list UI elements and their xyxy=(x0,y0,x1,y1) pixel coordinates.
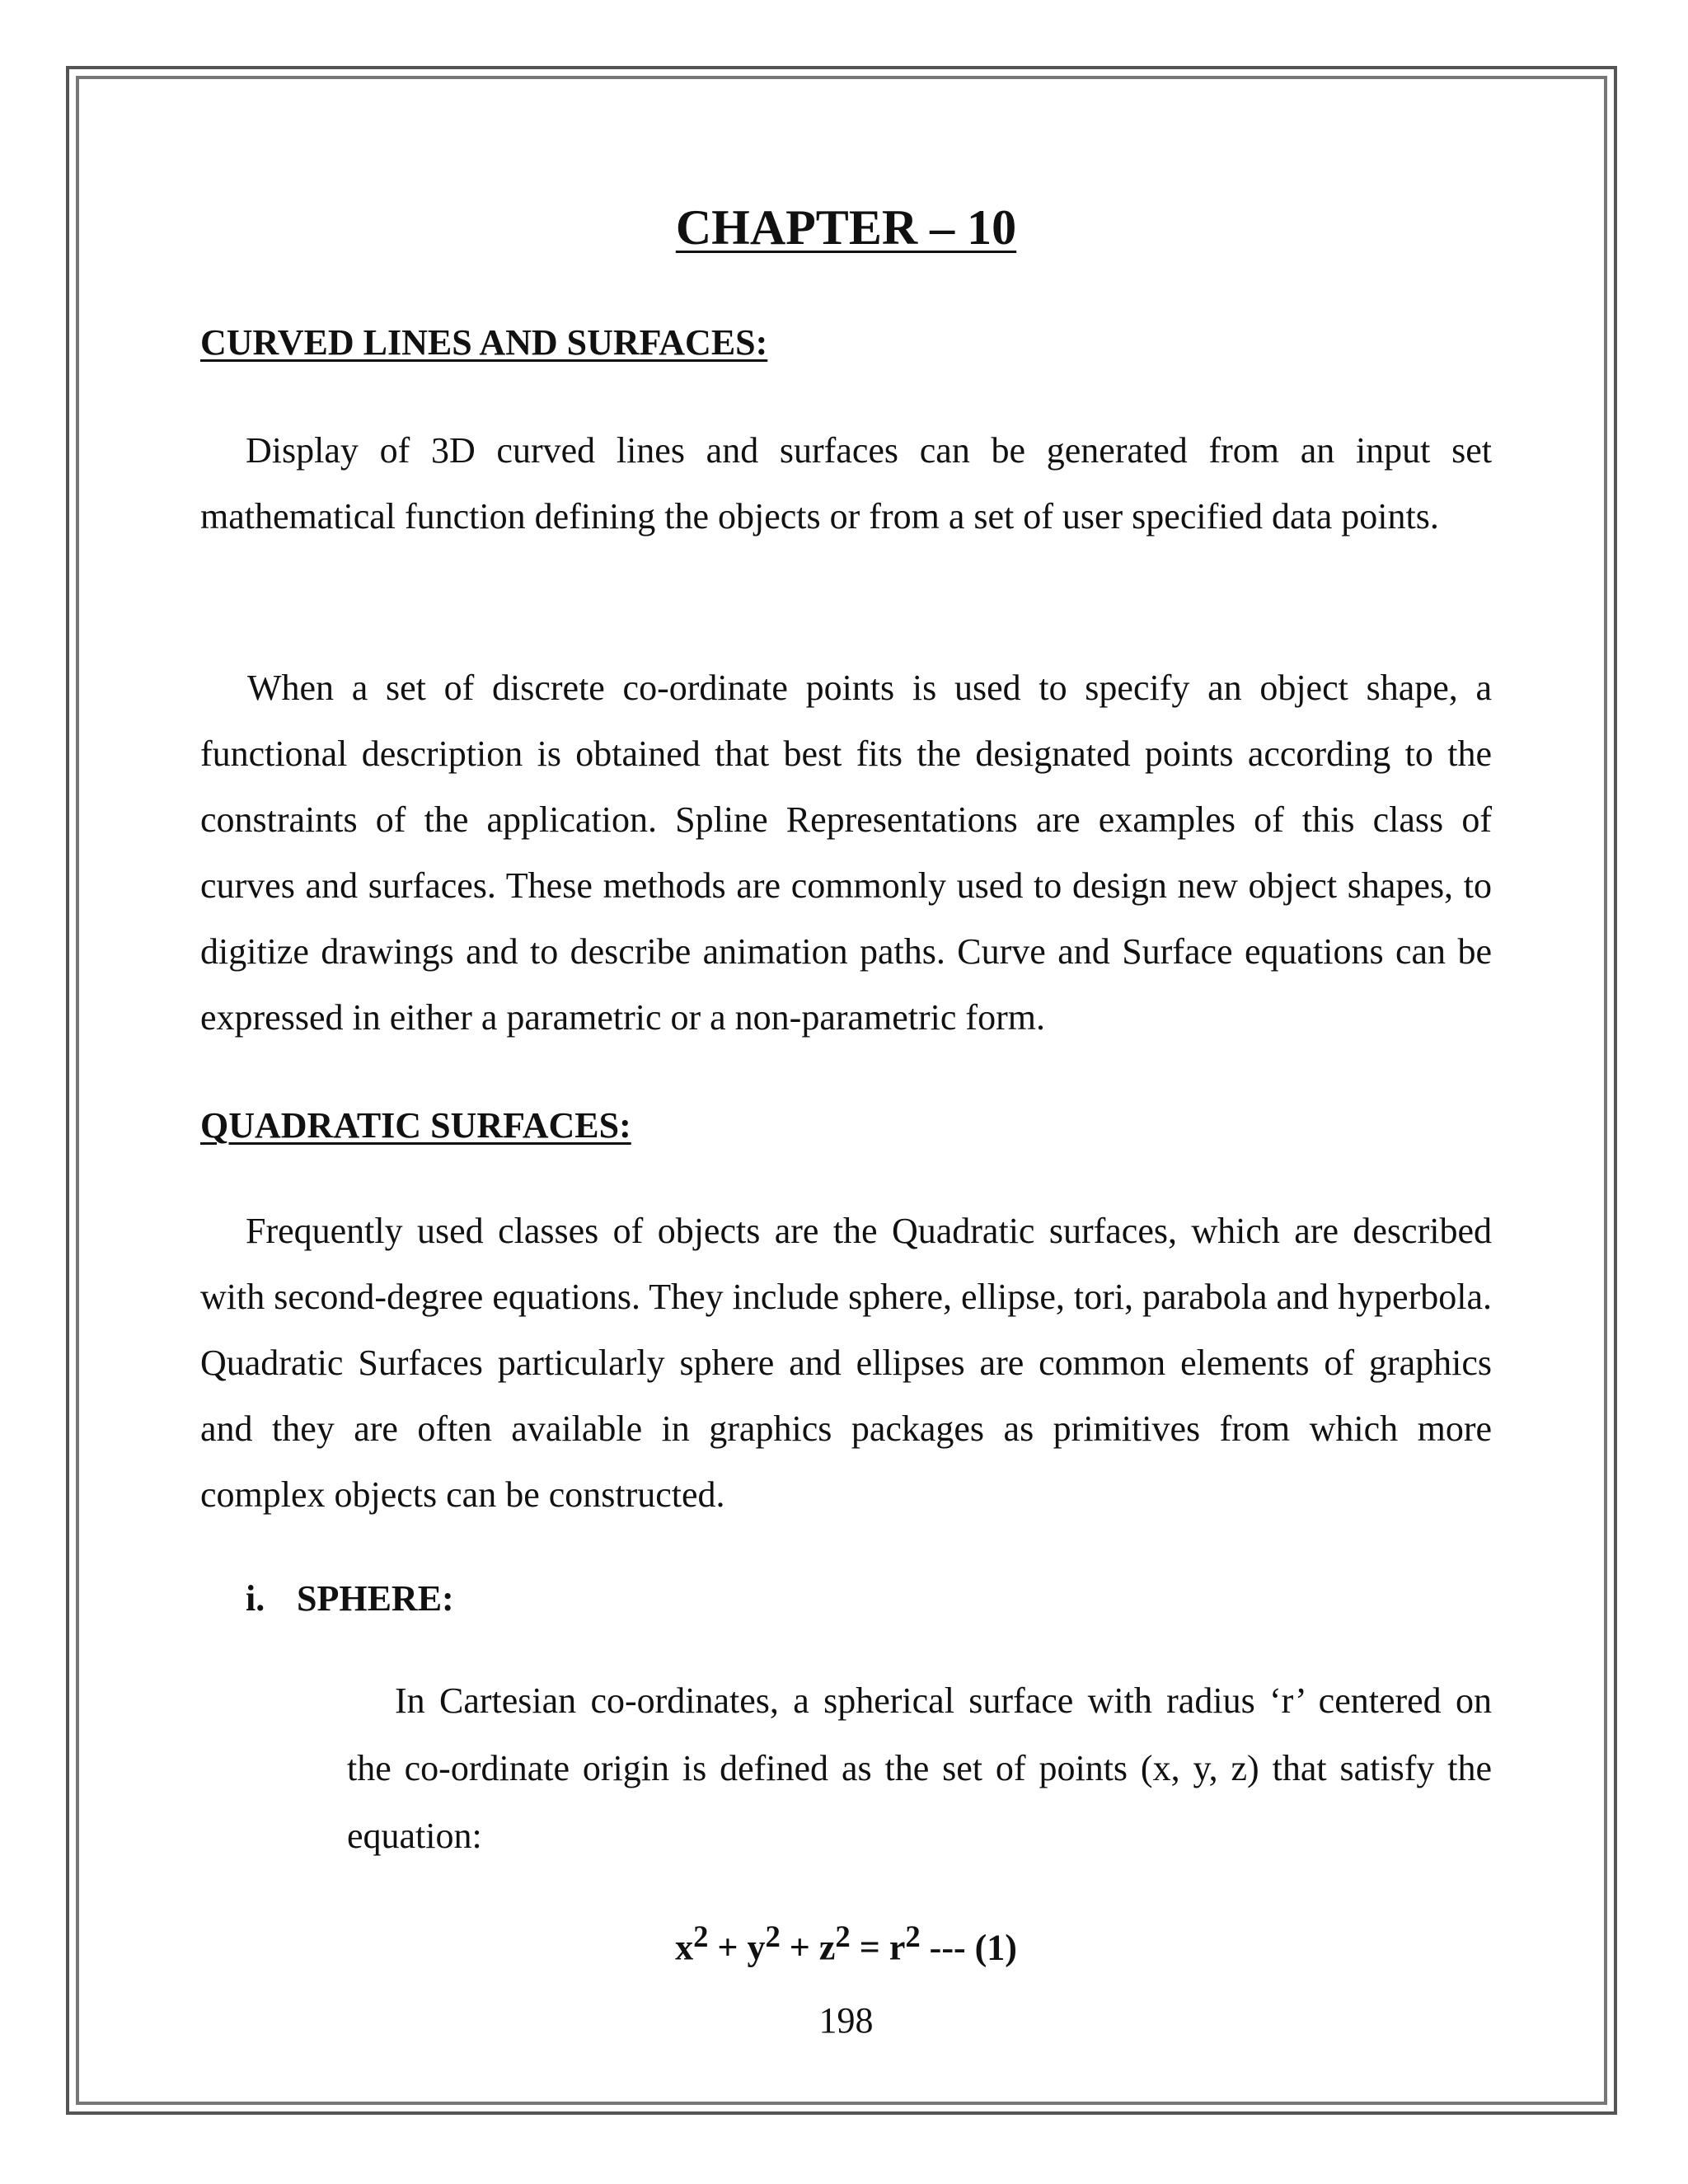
paragraph-quadratic-surfaces: Frequently used classes of objects are the Quadratic surfaces, which are described with second-degree equations. They include sphere, ellipse, tori, parabola and hyperbola. Quadratic Surfaces particularly sphere and ellipses are common elements of graphics and they are often available in graphics packages as primitives from which more complex objects can be constructed. xyxy=(200,1211,1492,1515)
paragraph-discrete-points: When a set of discrete co-ordinate points is used to specify an object shape, a functional description is obtained that best fits the designated points according to the constraints of the application. Spline Representations are examples of this class of curves and surfaces. These methods are commonly used to design new object shapes, to digitize drawings and to describe animation paths. Curve and Surface equations can be expressed in either a parametric or a non-parametric form. xyxy=(200,668,1492,1038)
equation-var-x: x xyxy=(675,1927,694,1968)
equation-var-y: y xyxy=(747,1927,766,1968)
chapter-title: CHAPTER – 10 xyxy=(675,200,1017,255)
equation-var-r: r xyxy=(889,1927,906,1968)
subsection-heading-sphere xyxy=(246,1576,454,1622)
equation-exponent-r: 2 xyxy=(905,1919,921,1953)
equation-plus-1: + xyxy=(717,1927,738,1968)
equation-label: --- (1) xyxy=(929,1927,1017,1968)
section-heading-curved-lines: CURVED LINES AND SURFACES: xyxy=(200,322,768,363)
list-marker: i. xyxy=(246,1578,265,1619)
page-number: 198 xyxy=(818,2000,874,2041)
sphere-equation xyxy=(200,1912,1492,1973)
section-heading-quadratic-surfaces: QUADRATIC SURFACES: xyxy=(200,1105,631,1146)
equation-exponent-y: 2 xyxy=(765,1919,781,1953)
equation-var-z: z xyxy=(818,1927,836,1968)
equation-exponent-x: 2 xyxy=(693,1919,709,1953)
equation-plus-2: + xyxy=(789,1927,810,1968)
equation-exponent-z: 2 xyxy=(835,1919,851,1953)
paragraph-sphere-definition: In Cartesian co-ordinates, a spherical surface with radius ‘r’ centered on the co-ordinate origin is defined as the set of points (x, y, z) that satisfy the equation: xyxy=(347,1680,1492,1856)
subsection-title: SPHERE: xyxy=(297,1578,454,1619)
equation-equals: = xyxy=(859,1927,880,1968)
paragraph-curved-intro: Display of 3D curved lines and surfaces can be generated from an input set mathematical function defining the objects or from a set of user specified data points. xyxy=(200,430,1492,537)
